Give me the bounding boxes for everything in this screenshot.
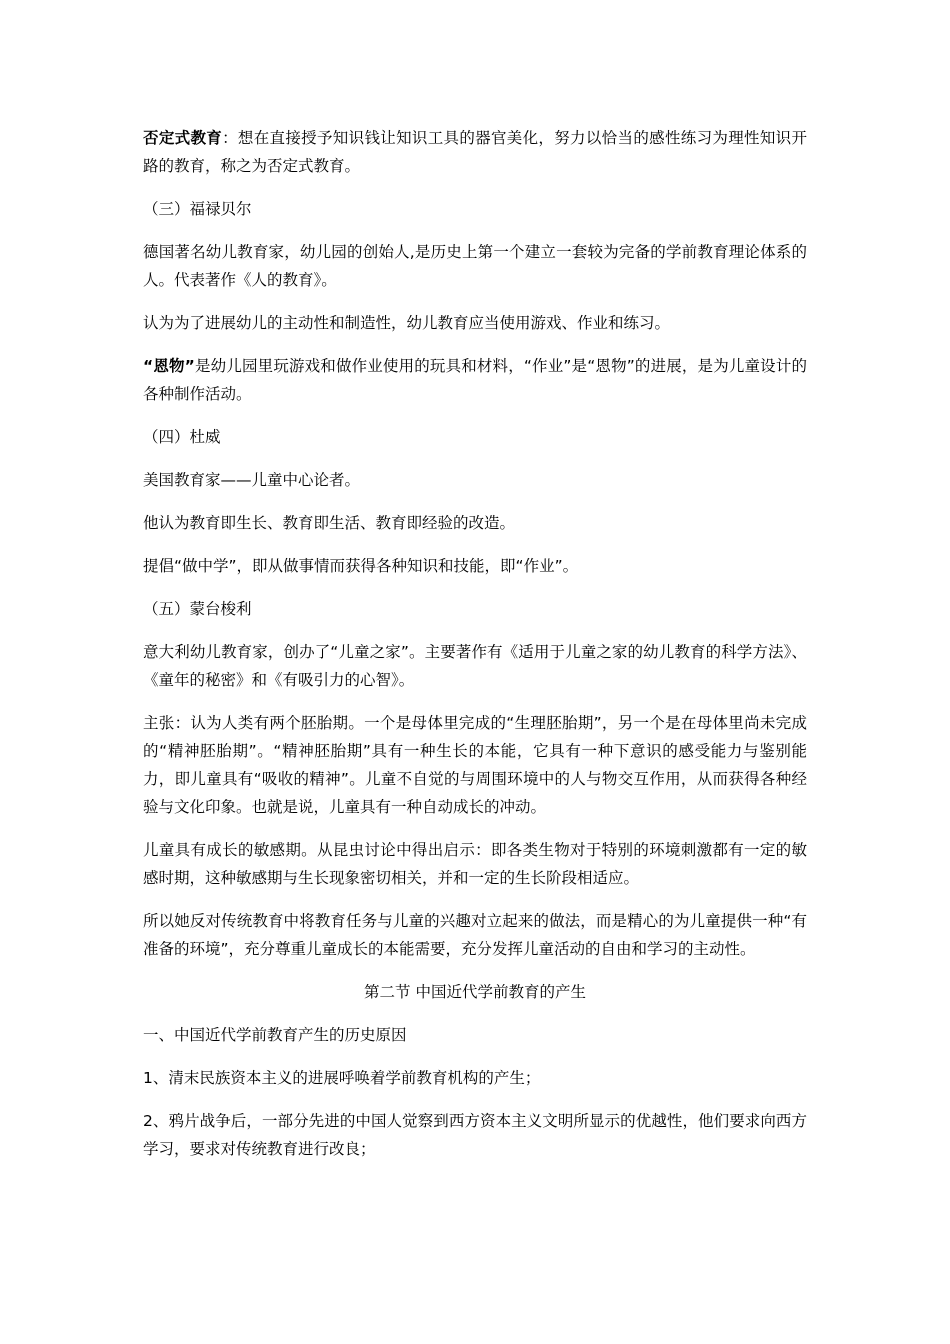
document-body [143,124,807,1178]
paragraph-montessori-intro: 意大利幼儿教育家，创办了“儿童之家”。主要著作有《适用于儿童之家的幼儿教育的科学方法》、《童年的秘密》和《有吸引力的心智》。 [143,643,807,689]
list-item-cause-1: 1、清末民族资本主义的进展呼唤着学前教育机构的产生； [143,1069,541,1087]
heading-montessori: （五）蒙台梭利 [143,600,252,618]
paragraph-dewey-intro: 美国教育家——儿童中心论者。 [143,471,361,489]
paragraph-prepared-environment: 所以她反对传统教育中将教育任务与儿童的兴趣对立起来的做法，而是精心的为儿童提供一种“有准备的环境”，充分尊重儿童成长的本能需要，充分发挥儿童活动的自由和学习的主动性。 [143,912,807,958]
paragraph-negative-education [143,124,807,180]
heading-froebel: （三）福禄贝尔 [143,200,252,218]
paragraph-froebel-view: 认为为了进展幼儿的主动性和制造性，幼儿教育应当使用游戏、作业和练习。 [143,314,671,332]
paragraph-gifts [143,352,807,408]
term-gifts: “恩物” [143,357,195,375]
term-negative-education: 否定式教育 [143,129,223,147]
paragraph-text: ：想在直接授予知识钱让知识工具的器官美化，努力以恰当的感性练习为理性知识开路的教育，称之为否定式教育。 [143,129,807,175]
section-title: 第二节 中国近代学前教育的产生 [364,983,586,1001]
paragraph-froebel-intro: 德国著名幼儿教育家，幼儿园的创始人,是历史上第一个建立一套较为完备的学前教育理论体系的人。代表著作《人的教育》。 [143,243,807,289]
paragraph-montessori-claim: 主张：认为人类有两个胚胎期。一个是母体里完成的“生理胚胎期”，另一个是在母体里尚未完成的“精神胚胎期”。“精神胚胎期”具有一种生长的本能，它具有一种下意识的感受能力与鉴别能力，即儿童具有“吸收的精神”。儿童不自觉的与周围环境中的人与物交互作用，从而获得各种经验与文化印象。也就是说，儿童具有一种自动成长的冲动。 [143,714,807,816]
list-item-cause-2: 2、鸦片战争后，一部分先进的中国人觉察到西方资本主义文明所显示的优越性，他们要求向西方学习，要求对传统教育进行改良； [143,1112,807,1158]
heading-dewey: （四）杜威 [143,428,221,446]
paragraph-text: 是幼儿园里玩游戏和做作业使用的玩具和材料，“作业”是“恩物”的进展，是为儿童设计的各种制作活动。 [143,357,808,403]
heading-historical-causes: 一、中国近代学前教育产生的历史原因 [143,1026,407,1044]
paragraph-sensitive-period: 儿童具有成长的敏感期。从昆虫讨论中得出启示：即各类生物对于特别的环境刺激都有一定的敏感时期，这种敏感期与生长现象密切相关，并和一定的生长阶段相适应。 [143,841,807,887]
paragraph-dewey-view: 他认为教育即生长、教育即生活、教育即经验的改造。 [143,514,516,532]
paragraph-dewey-learning: 提倡“做中学”，即从做事情而获得各种知识和技能，即“作业”。 [143,557,579,575]
